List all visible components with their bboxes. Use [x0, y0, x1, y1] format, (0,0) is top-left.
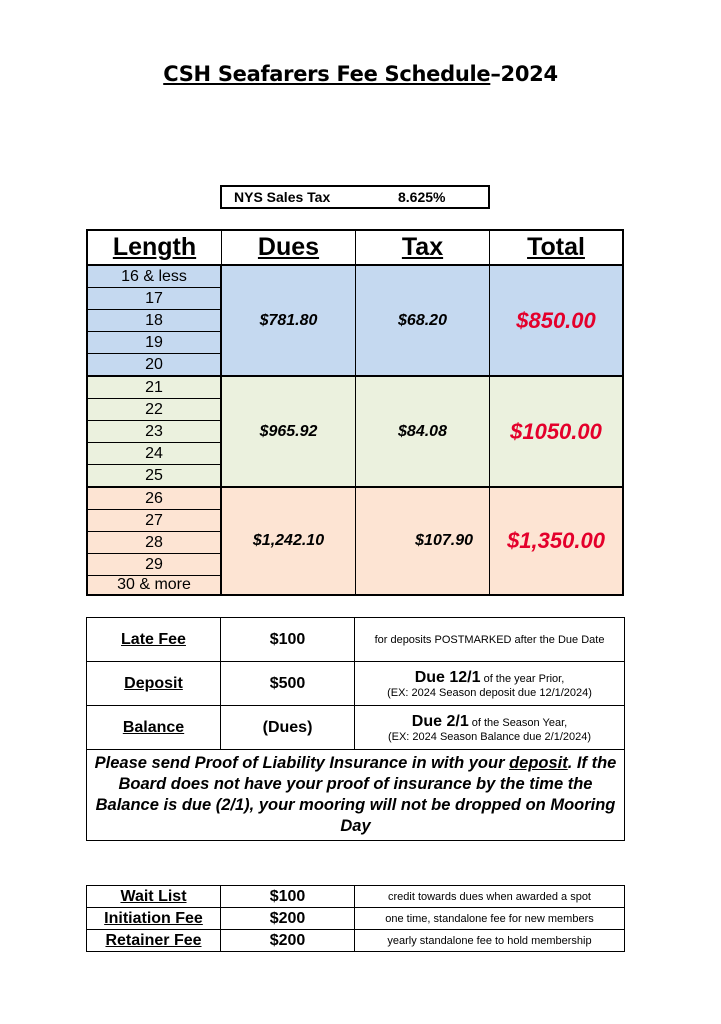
other-fees-table [86, 885, 625, 952]
table-row [87, 662, 625, 706]
initiation-fee-label: Initiation Fee [87, 908, 221, 930]
length-cell: 27 [88, 510, 222, 532]
header-total: Total [527, 233, 585, 261]
length-cell: 16 & less [88, 266, 222, 288]
length-cell: 22 [88, 399, 222, 421]
table-row [87, 886, 625, 908]
deposit-example: (EX: 2024 Season deposit due 12/1/2024) [387, 686, 592, 699]
balance-due [355, 706, 625, 750]
initiation-fee-amount: $200 [221, 908, 355, 930]
dues-value: $1,242.10 [222, 488, 356, 594]
deposit-amount: $500 [221, 662, 355, 706]
initiation-fee-note: one time, standalone fee for new members [355, 908, 625, 930]
deposit-label: Deposit [87, 662, 221, 706]
wait-list-amount: $100 [221, 886, 355, 908]
table-row [87, 618, 625, 662]
length-cell: 30 & more [88, 576, 222, 594]
insurance-notice [87, 750, 625, 841]
balance-example: (EX: 2024 Season Balance due 2/1/2024) [387, 730, 592, 743]
length-cell: 19 [88, 332, 222, 354]
length-cell: 28 [88, 532, 222, 554]
total-value: $1050.00 [510, 418, 602, 444]
sales-tax-value: 8.625% [398, 189, 446, 205]
late-fee-label: Late Fee [87, 618, 221, 662]
retainer-fee-note: yearly standalone fee to hold membership [355, 930, 625, 952]
balance-label: Balance [87, 706, 221, 750]
tax-value: $107.90 [356, 488, 490, 594]
page-title [0, 62, 721, 86]
length-cell: 17 [88, 288, 222, 310]
header-dues: Dues [222, 231, 356, 264]
balance-amount: (Dues) [221, 706, 355, 750]
dues-value: $781.80 [222, 266, 356, 375]
title-main: CSH Seafarers Fee Schedule [163, 62, 491, 86]
wait-list-label: Wait List [87, 886, 221, 908]
header-length: Length [88, 231, 222, 264]
sales-tax-box [220, 185, 490, 209]
balance-due-detail: of the Season Year, [468, 716, 568, 729]
dues-value: $965.92 [222, 377, 356, 486]
length-cell: 26 [88, 488, 222, 510]
total-value: $1,350.00 [507, 528, 605, 553]
table-row [87, 706, 625, 750]
tax-value: $68.20 [356, 266, 490, 375]
deposit-due-detail: of the year Prior, [480, 672, 565, 685]
deposit-due [355, 662, 625, 706]
insurance-deposit-word: deposit [509, 754, 568, 772]
fees-table [86, 617, 625, 841]
length-cell: 25 [88, 465, 222, 486]
header-tax: Tax [356, 231, 490, 264]
retainer-fee-label: Retainer Fee [87, 930, 221, 952]
tax-value: $84.08 [356, 377, 490, 486]
length-cell: 20 [88, 354, 222, 375]
length-cell: 23 [88, 421, 222, 443]
length-cell: 18 [88, 310, 222, 332]
insurance-text-2: . If the Board does not have your proof of insurance by the time the Balance is due (2/1), your mooring will not be dropped on Mooring Day [95, 754, 617, 835]
late-fee-amount: $100 [221, 618, 355, 662]
total-value: $850.00 [516, 307, 596, 333]
length-cell: 24 [88, 443, 222, 465]
retainer-fee-amount: $200 [221, 930, 355, 952]
table-row [87, 750, 625, 841]
balance-due-date: Due 2/1 [411, 712, 469, 730]
title-year: –2024 [490, 62, 558, 86]
deposit-due-date: Due 12/1 [414, 668, 481, 686]
table-row [87, 908, 625, 930]
late-fee-note: for deposits POSTMARKED after the Due Date [355, 618, 625, 662]
length-cell: 21 [88, 377, 222, 399]
insurance-text-1: Please send Proof of Liability Insurance in with your [94, 754, 510, 772]
length-cell: 29 [88, 554, 222, 576]
fee-table [86, 229, 624, 596]
table-row [87, 930, 625, 952]
sales-tax-label: NYS Sales Tax [234, 189, 331, 205]
wait-list-note: credit towards dues when awarded a spot [355, 886, 625, 908]
